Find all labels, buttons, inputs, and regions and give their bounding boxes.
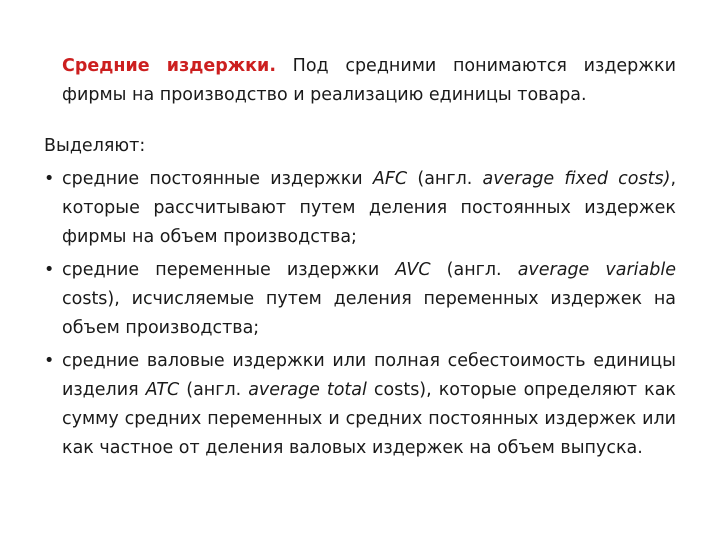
slide-content: [44, 52, 676, 467]
bullet-english-italic: average fixed costs): [482, 169, 671, 189]
bullet-item-afc: [44, 165, 676, 252]
bullet-prefix: средние переменные издержки: [62, 260, 396, 280]
bullet-icon: •: [44, 169, 55, 189]
bullet-item-avc: [44, 256, 676, 343]
intro-paragraph: [62, 52, 676, 110]
bullet-mid: (англ.: [407, 169, 483, 189]
intro-text: Под средними понимаются издержки фирмы на производство и реализацию единицы товара.: [62, 56, 677, 105]
bullet-english-plain: costs): [366, 380, 427, 400]
bullet-english-plain: costs): [62, 289, 115, 309]
intro-term: Средние издержки.: [62, 56, 276, 76]
bullet-abbr: ATC: [145, 380, 180, 400]
bullet-mid: (англ.: [430, 260, 518, 280]
bullet-prefix: средние постоянные издержки: [62, 169, 373, 189]
bullet-list: [44, 165, 676, 463]
bullet-prefix: средние валовые издержки или полная себестоимость единицы изделия: [62, 351, 676, 400]
bullet-english-italic: average total: [248, 380, 367, 400]
bullet-item-atc: [44, 347, 676, 463]
list-lead: Выделяют:: [44, 136, 146, 156]
bullet-english-italic: average variable: [517, 260, 677, 280]
bullet-suffix: , исчисляемые путем деления переменных издержек на объем производства;: [62, 289, 676, 338]
bullet-mid: (англ.: [179, 380, 249, 400]
bullet-icon: •: [44, 260, 55, 280]
bullet-abbr: AVC: [395, 260, 431, 280]
bullet-icon: •: [44, 351, 55, 371]
bullet-abbr: AFC: [372, 169, 408, 189]
bullet-suffix: , которые рассчитывают путем деления постоянных издержек фирмы на объем производства;: [62, 169, 677, 247]
bullet-suffix: , которые определяют как сумму средних переменных и средних постоянных издержек или как частное от деления валовых издержек на объем выпуска.: [62, 380, 676, 458]
